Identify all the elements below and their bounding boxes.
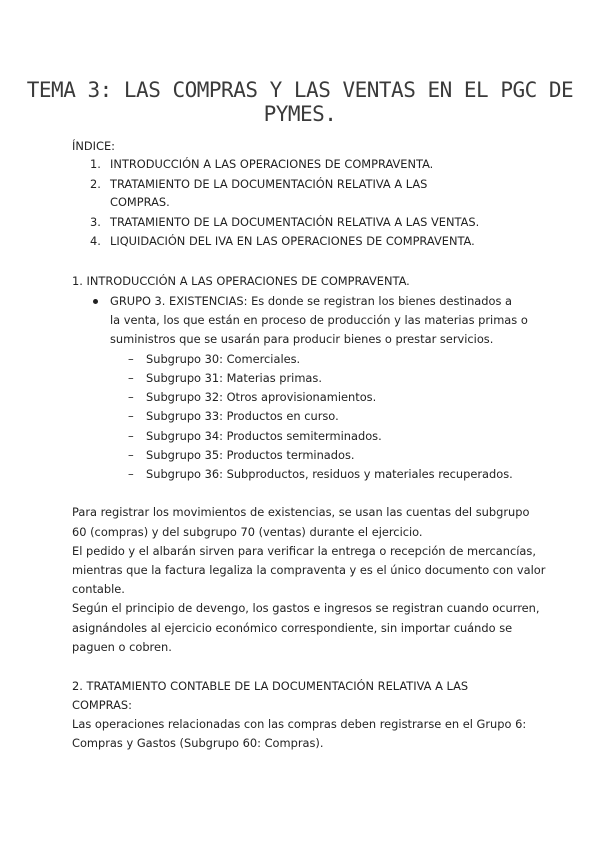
paragraph-line: El pedido y el albarán sirven para verificar la entrega o recepción de mercancías, (72, 544, 536, 558)
paragraph-line: Para registrar los movimientos de existencias, se usan las cuentas del subgrupo (72, 505, 530, 519)
paragraph-line: mientras que la factura legaliza la compraventa y es el único documento con valor (72, 563, 546, 577)
subgroup-item: Subgrupo 33: Productos en curso. (146, 409, 339, 423)
index-heading: ÍNDICE: (72, 139, 115, 153)
subgroup-item: Subgrupo 35: Productos terminados. (146, 448, 355, 462)
document-title: TEMA 3: LAS COMPRAS Y LAS VENTAS EN EL PGC DE PYMES. (26, 78, 574, 126)
index-item-continuation: COMPRAS. (110, 195, 170, 209)
subgroup-item: Subgrupo 34: Productos semiterminados. (146, 429, 382, 443)
subgroup-item: Subgrupo 30: Comerciales. (146, 352, 301, 366)
section-2-heading: 2. TRATAMIENTO CONTABLE DE LA DOCUMENTACIÓN RELATIVA A LAS (72, 679, 469, 693)
index-item: LIQUIDACIÓN DEL IVA EN LAS OPERACIONES DE COMPRAVENTA. (110, 234, 475, 248)
paragraph-line: Compras y Gastos (Subgrupo 60: Compras). (72, 736, 324, 750)
paragraph-line: contable. (72, 582, 125, 596)
bullet-dot (93, 299, 98, 304)
subgroup-item: Subgrupo 36: Subproductos, residuos y materiales recuperados. (146, 467, 513, 481)
index-number: 4. (90, 234, 101, 248)
dash-marker: – (128, 390, 134, 404)
index-number: 1. (90, 157, 101, 171)
group-3-description: suministros que se usarán para producir bienes o prestar servicios. (110, 332, 494, 346)
paragraph-line: Según el principio de devengo, los gastos e ingresos se registran cuando ocurren, (72, 601, 540, 615)
index-item: TRATAMIENTO DE LA DOCUMENTACIÓN RELATIVA A LAS VENTAS. (110, 215, 480, 229)
index-number: 2. (90, 177, 101, 191)
subgroup-item: Subgrupo 32: Otros aprovisionamientos. (146, 390, 377, 404)
paragraph-line: paguen o cobren. (72, 640, 172, 654)
section-2-heading: COMPRAS: (72, 698, 132, 712)
index-item: INTRODUCCIÓN A LAS OPERACIONES DE COMPRAVENTA. (110, 157, 434, 171)
index-item: TRATAMIENTO DE LA DOCUMENTACIÓN RELATIVA A LAS (110, 177, 428, 191)
group-3-description: GRUPO 3. EXISTENCIAS: Es donde se registran los bienes destinados a (110, 294, 513, 308)
dash-marker: – (128, 409, 134, 423)
index-number: 3. (90, 215, 101, 229)
dash-marker: – (128, 448, 134, 462)
dash-marker: – (128, 467, 134, 481)
dash-marker: – (128, 352, 134, 366)
subgroup-item: Subgrupo 31: Materias primas. (146, 371, 322, 385)
paragraph-line: 60 (compras) y del subgrupo 70 (ventas) durante el ejercicio. (72, 525, 423, 539)
dash-marker: – (128, 429, 134, 443)
group-3-description: la venta, los que están en proceso de producción y las materias primas o (110, 313, 528, 327)
dash-marker: – (128, 371, 134, 385)
paragraph-line: Las operaciones relacionadas con las compras deben registrarse en el Grupo 6: (72, 717, 527, 731)
section-1-heading: 1. INTRODUCCIÓN A LAS OPERACIONES DE COMPRAVENTA. (72, 274, 410, 288)
paragraph-line: asignándoles al ejercicio económico correspondiente, sin importar cuándo se (72, 621, 513, 635)
